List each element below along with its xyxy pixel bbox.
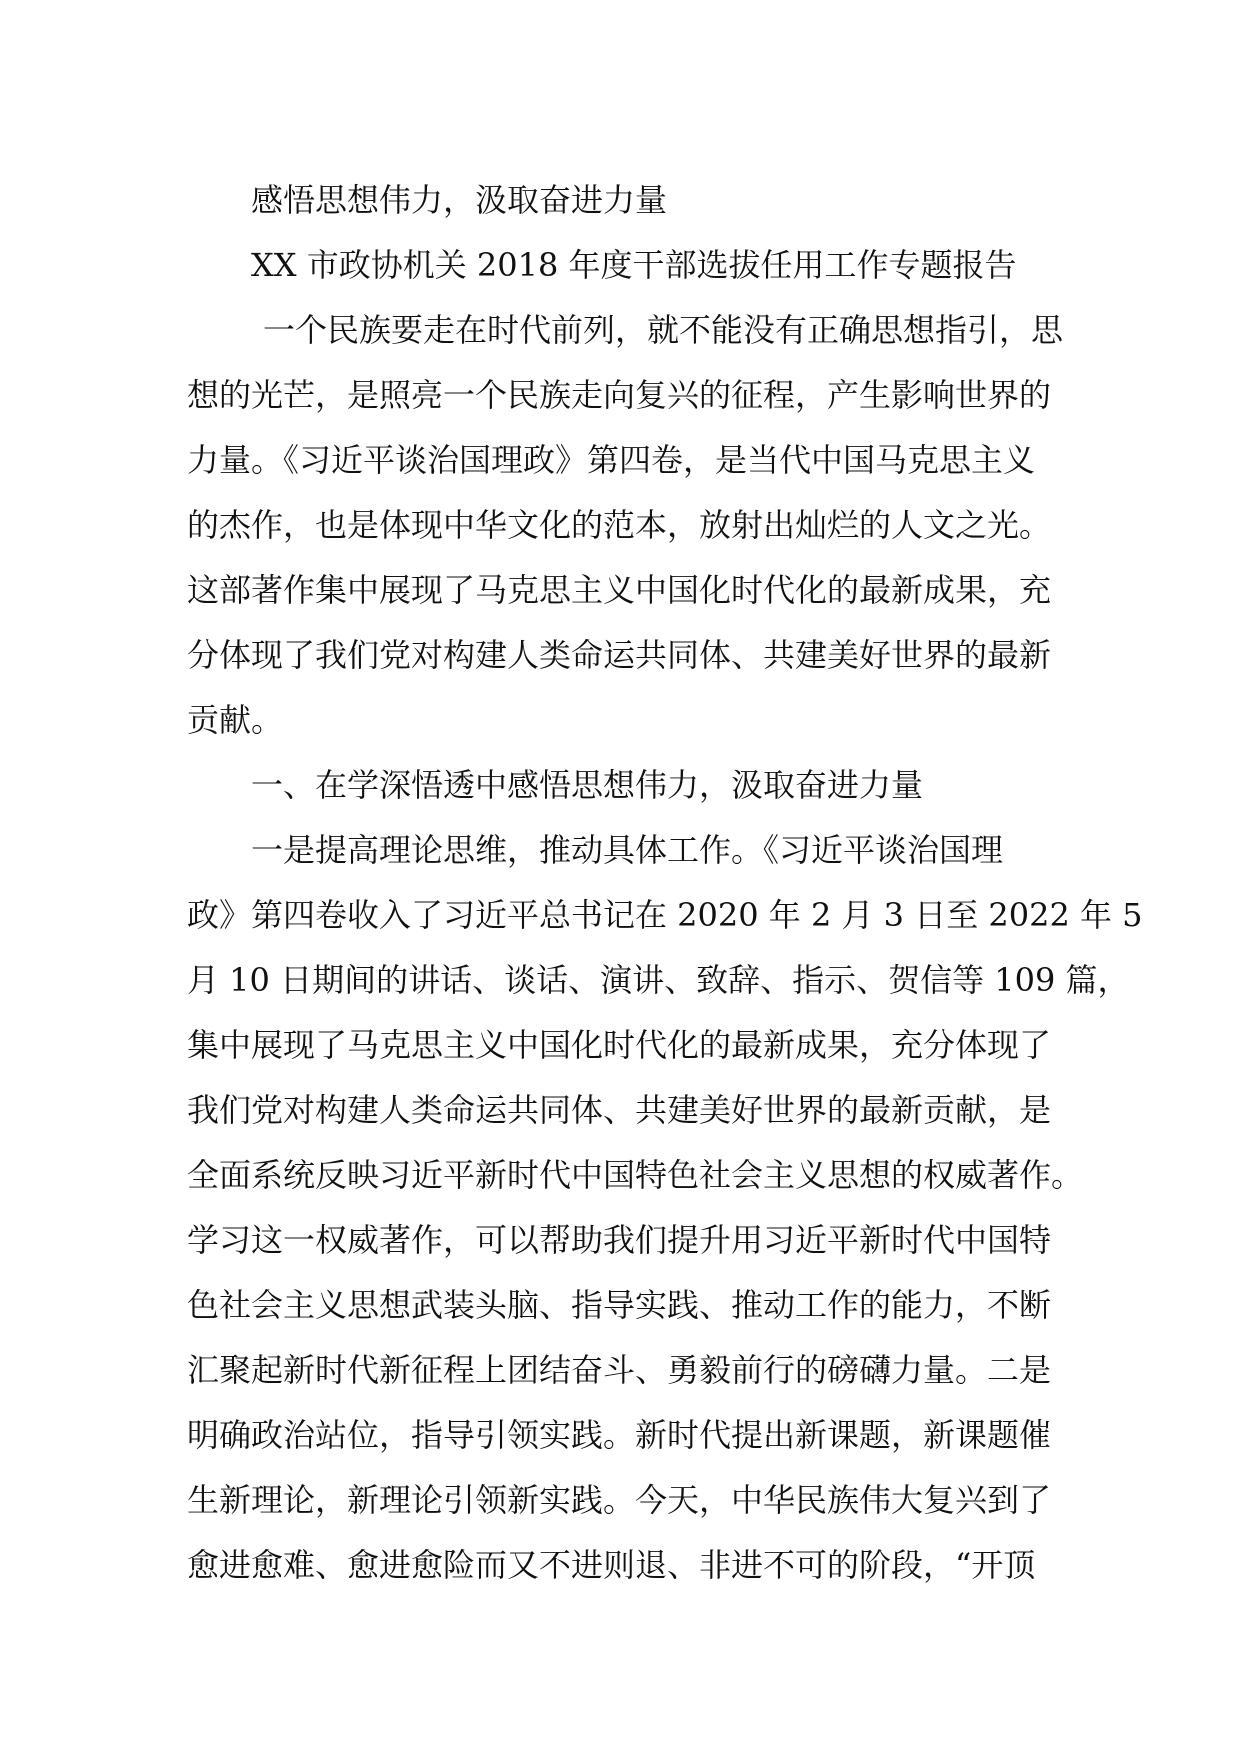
paragraph-line: 的杰作，也是体现中华文化的范本，放射出灿烂的人文之光。: [187, 506, 1052, 544]
paragraph-line: 集中展现了马克思主义中国化时代化的最新成果，充分体现了: [187, 1026, 1052, 1064]
paragraph-line: 一是提高理论思维，推动具体工作。《习近平谈治国理: [251, 831, 1004, 869]
document-subtitle: XX 市政协机关 2018 年度干部选拔任用工作专题报告: [251, 246, 1017, 284]
paragraph-line: 分体现了我们党对构建人类命运共同体、共建美好世界的最新: [187, 636, 1052, 674]
paragraph-line: 贡献。: [187, 701, 284, 739]
paragraph-line: 愈进愈难、愈进愈险而又不进则退、非进不可的阶段，“开顶: [187, 1546, 1036, 1584]
paragraph-line: 一个民族要走在时代前列，就不能没有正确思想指引，思: [263, 311, 1064, 349]
paragraph-line: 色社会主义思想武装头脑、指导实践、推动工作的能力，不断: [187, 1286, 1052, 1324]
paragraph-line: 政》第四卷收入了习近平总书记在 2020 年 2 月 3 日至 2022 年 5: [187, 896, 1143, 934]
document-body: [187, 168, 1143, 1598]
paragraph-line: 明确政治站位，指导引领实践。新时代提出新课题，新课题催: [187, 1416, 1052, 1454]
paragraph-line: 这部著作集中展现了马克思主义中国化时代化的最新成果，充: [187, 571, 1052, 609]
paragraph-line: 生新理论，新理论引领新实践。今天，中华民族伟大复兴到了: [187, 1481, 1052, 1519]
section-heading: 一、在学深悟透中感悟思想伟力，汲取奋进力量: [251, 766, 924, 804]
paragraph-line: 全面系统反映习近平新时代中国特色社会主义思想的权威著作。: [187, 1156, 1084, 1194]
paragraph-line: 月 10 日期间的讲话、谈话、演讲、致辞、指示、贺信等 109 篇，: [187, 961, 1130, 999]
paragraph-line: 我们党对构建人类命运共同体、共建美好世界的最新贡献，是: [187, 1091, 1052, 1129]
paragraph-section1: [187, 818, 1143, 1598]
paragraph-line: 汇聚起新时代新征程上团结奋斗、勇毅前行的磅礴力量。二是: [187, 1351, 1052, 1389]
paragraph-line: 想的光芒，是照亮一个民族走向复兴的征程，产生影响世界的: [187, 376, 1052, 414]
paragraph-intro: [187, 298, 1067, 753]
paragraph-line: 力量。《习近平谈治国理政》第四卷，是当代中国马克思主义: [187, 441, 1036, 479]
paragraph-line: 学习这一权威著作，可以帮助我们提升用习近平新时代中国特: [187, 1221, 1052, 1259]
document-title: 感悟思想伟力，汲取奋进力量: [251, 181, 668, 219]
